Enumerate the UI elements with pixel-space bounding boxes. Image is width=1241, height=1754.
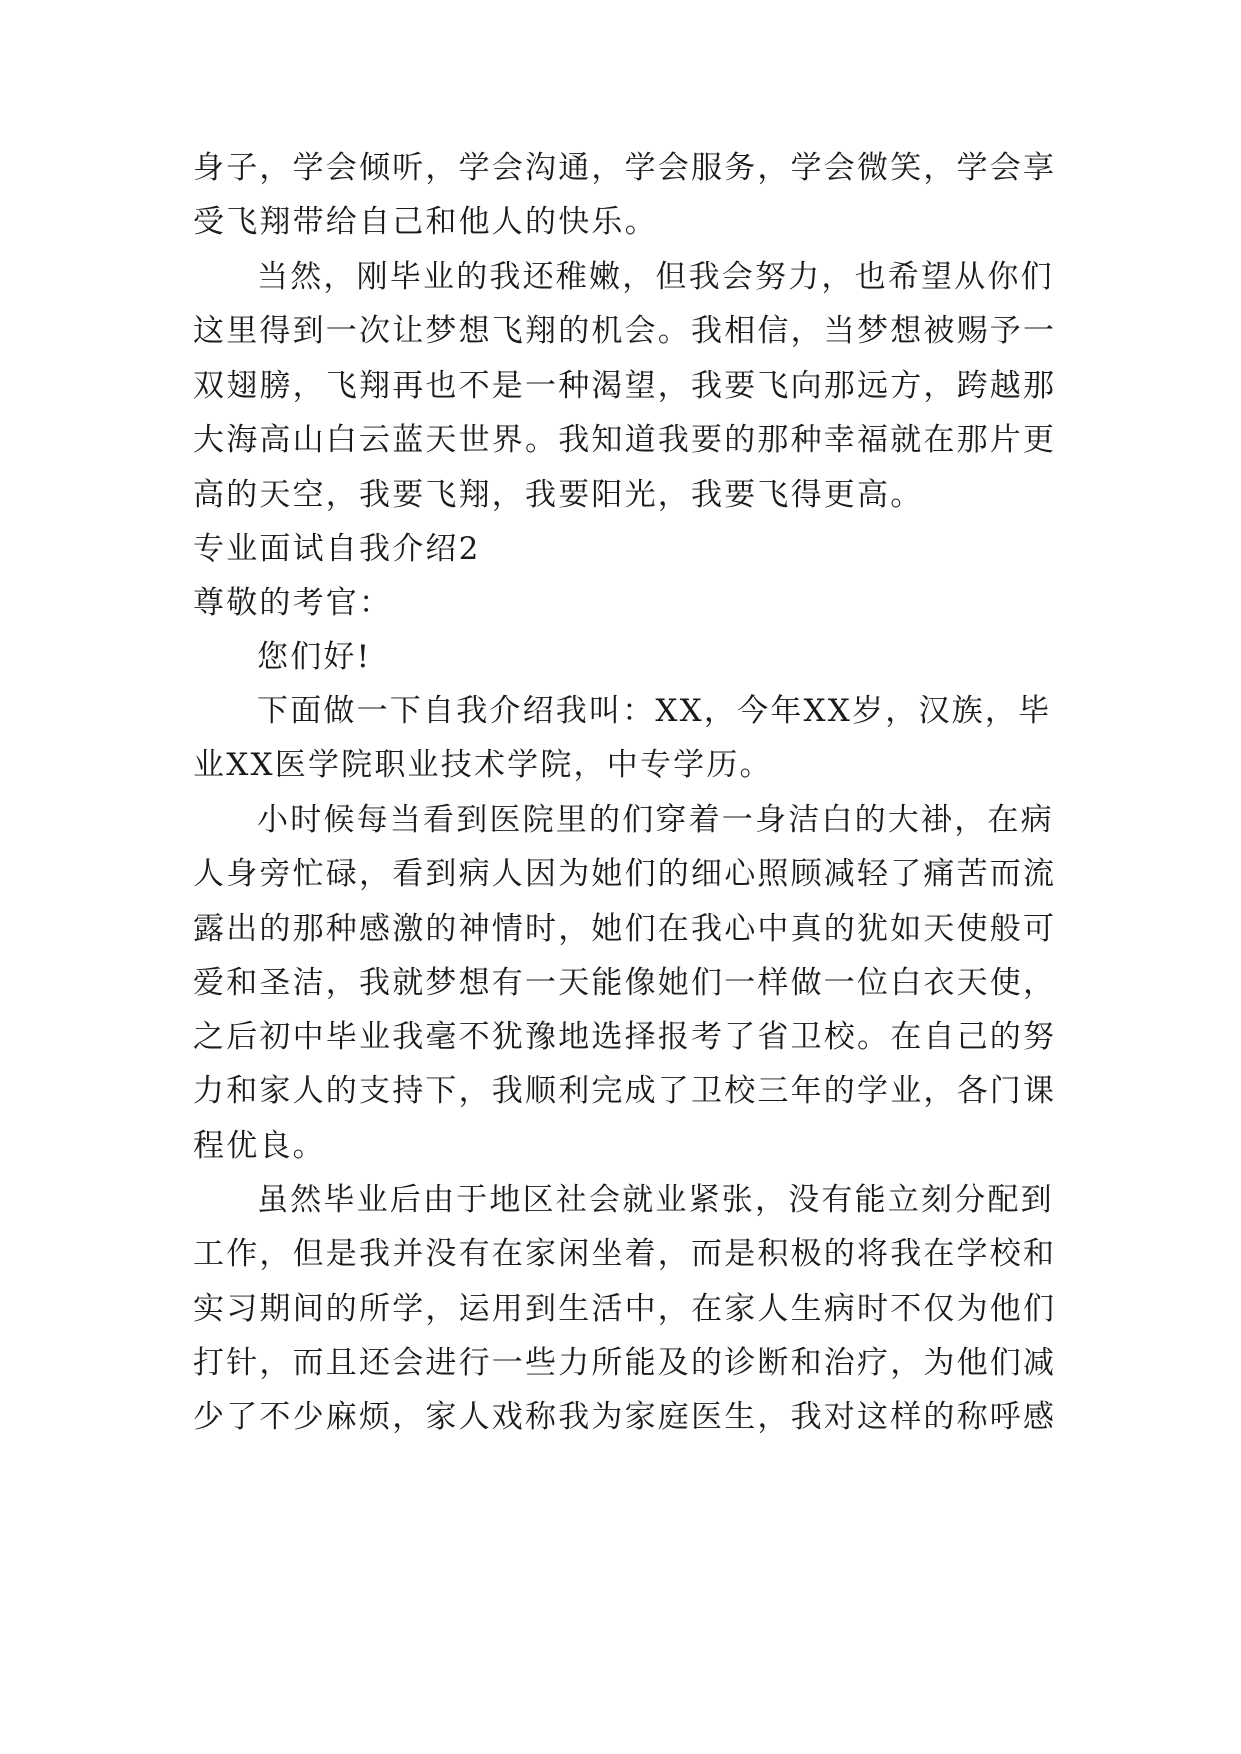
paragraph-line: 小时候每当看到医院里的们穿着一身洁白的大褂，在病 xyxy=(257,802,1054,838)
paragraph-line: 业XX医学院职业技术学院，中专学历。 xyxy=(193,747,773,783)
paragraph-line: 大海高山白云蓝天世界。我知道我要的那种幸福就在那片更 xyxy=(193,422,1057,458)
paragraph-line: 之后初中毕业我毫不犹豫地选择报考了省卫校。在自己的努 xyxy=(193,1019,1057,1055)
paragraph-line: 爱和圣洁，我就梦想有一天能像她们一样做一位白衣天使， xyxy=(193,965,1057,1001)
paragraph-line: 打针，而且还会进行一些力所能及的诊断和治疗，为他们减 xyxy=(193,1345,1057,1381)
paragraph-line: 人身旁忙碌，看到病人因为她们的细心照顾减轻了痛苦而流 xyxy=(193,856,1057,892)
paragraph-line: 这里得到一次让梦想飞翔的机会。我相信，当梦想被赐予一 xyxy=(193,313,1057,349)
paragraph-line: 程优良。 xyxy=(193,1128,326,1164)
salutation: 尊敬的考官： xyxy=(193,585,393,621)
paragraph-line: 少了不少麻烦，家人戏称我为家庭医生，我对这样的称呼感 xyxy=(193,1399,1057,1435)
paragraph-line: 高的天空，我要飞翔，我要阳光，我要飞得更高。 xyxy=(193,477,924,513)
paragraph-line: 露出的那种感激的神情时，她们在我心中真的犹如天使般可 xyxy=(193,911,1057,947)
paragraph-line: 当然，刚毕业的我还稚嫩，但我会努力，也希望从你们 xyxy=(257,259,1054,295)
paragraph-line: 实习期间的所学，运用到生活中，在家人生病时不仅为他们 xyxy=(193,1291,1057,1327)
paragraph-line: 受飞翔带给自己和他人的快乐。 xyxy=(193,204,658,240)
paragraph-line: 虽然毕业后由于地区社会就业紧张，没有能立刻分配到 xyxy=(257,1182,1054,1218)
paragraph-line: 身子，学会倾听，学会沟通，学会服务，学会微笑，学会享 xyxy=(193,150,1057,186)
paragraph-line: 力和家人的支持下，我顺利完成了卫校三年的学业，各门课 xyxy=(193,1073,1057,1109)
paragraph-line: 下面做一下自我介绍我叫：XX，今年XX岁，汉族，毕 xyxy=(257,693,1052,729)
greeting: 您们好! xyxy=(257,639,372,675)
paragraph-line: 双翅膀，飞翔再也不是一种渴望，我要飞向那远方，跨越那 xyxy=(193,368,1057,404)
section-heading: 专业面试自我介绍2 xyxy=(193,531,481,567)
paragraph-line: 工作，但是我并没有在家闲坐着，而是积极的将我在学校和 xyxy=(193,1236,1057,1272)
